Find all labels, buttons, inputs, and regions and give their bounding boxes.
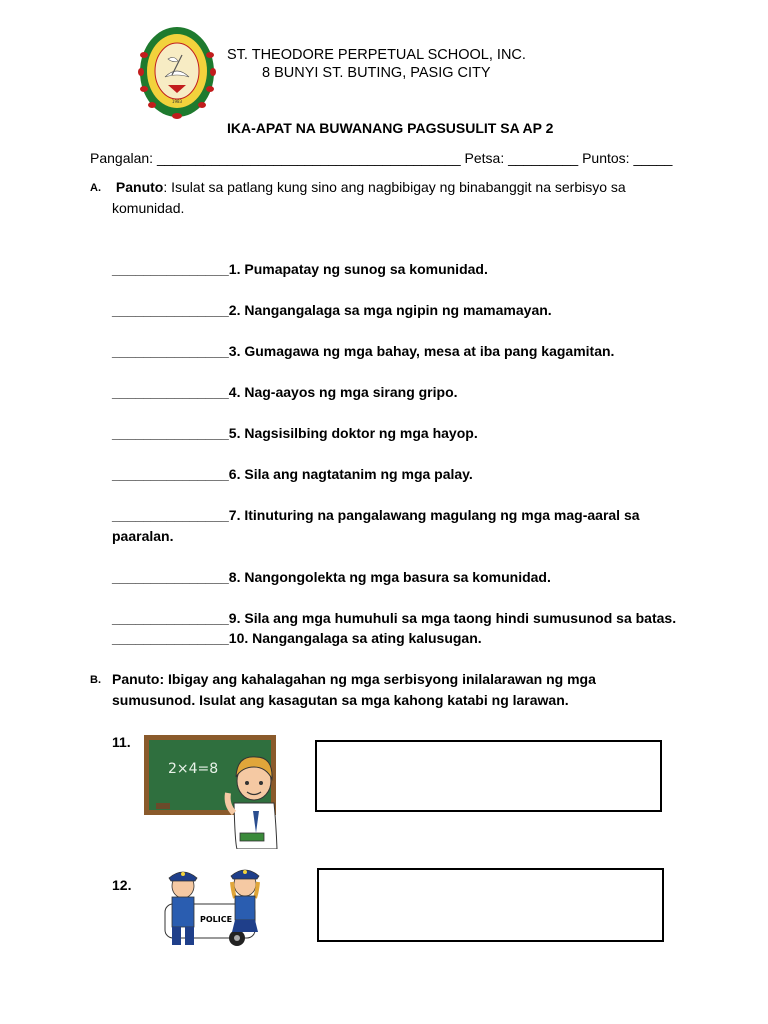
answer-box-12[interactable] <box>317 868 664 942</box>
section-b-directions-line1: Panuto: Ibigay ang kahalagahan ng mga serbisyong inilalarawan ng mga <box>112 671 596 687</box>
exam-title: IKA-APAT NA BUWANANG PAGSUSULIT SA AP 2 <box>227 120 554 136</box>
teacher-illustration <box>142 733 282 849</box>
question-text: 1. Pumapatay ng sunog sa komunidad. <box>228 261 488 277</box>
question-text: 2. Nangangalaga sa mga ngipin ng mamamayan. <box>228 302 552 318</box>
name-label: Pangalan: <box>90 150 154 166</box>
question-text: 8. Nangongolekta ng mga basura sa komunidad. <box>228 569 551 585</box>
section-a-letter: A. <box>90 182 101 194</box>
question-1 <box>112 261 488 277</box>
question-text: 3. Gumagawa ng mga bahay, mesa at iba pang kagamitan. <box>228 343 615 359</box>
question-3 <box>112 343 614 359</box>
date-blank[interactable]: _________ <box>508 150 579 166</box>
answer-blank[interactable]: _______________ <box>112 630 229 646</box>
question-text: 5. Nagsisilbing doktor ng mga hayop. <box>228 425 478 441</box>
question-10 <box>112 630 482 646</box>
answer-blank[interactable]: _______________ <box>112 507 229 523</box>
school-seal-logo <box>138 25 216 119</box>
answer-blank[interactable]: _______________ <box>112 302 229 318</box>
item-11-number: 11. <box>112 734 131 750</box>
answer-blank[interactable]: _______________ <box>112 261 229 277</box>
seal-year: 1983 <box>171 99 183 104</box>
question-7-cont: paaralan. <box>112 528 174 544</box>
section-b-letter: B. <box>90 674 101 686</box>
answer-blank[interactable]: _______________ <box>112 343 229 359</box>
question-text: 6. Sila ang nagtatanim ng mga palay. <box>228 466 473 482</box>
question-5 <box>112 425 478 441</box>
answer-blank[interactable]: _______________ <box>112 384 229 400</box>
question-4 <box>112 384 458 400</box>
school-name: ST. THEODORE PERPETUAL SCHOOL, INC. <box>227 47 526 63</box>
direction-text: : Isulat sa patlang kung sino ang nagbibigay ng binabanggit na serbisyo sa <box>163 179 626 195</box>
section-a-directions <box>112 177 712 219</box>
question-6 <box>112 466 473 482</box>
score-blank[interactable]: _____ <box>633 150 673 166</box>
question-7 <box>112 507 640 523</box>
question-8 <box>112 569 551 585</box>
answer-blank[interactable]: _______________ <box>112 425 229 441</box>
section-b-directions-line2: sumusunod. Isulat ang kasagutan sa mga kahong katabi ng larawan. <box>112 692 569 708</box>
answer-box-11[interactable] <box>315 740 662 812</box>
police-car-text: POLICE <box>200 915 233 924</box>
name-blank[interactable]: _______________________________________ <box>156 150 461 166</box>
score-label: Puntos: <box>582 150 630 166</box>
student-info-line <box>90 150 672 166</box>
question-2 <box>112 302 552 318</box>
question-9 <box>112 610 676 626</box>
direction-label: Panuto <box>115 179 164 195</box>
answer-blank[interactable]: _______________ <box>112 569 229 585</box>
date-label: Petsa: <box>464 150 505 166</box>
question-text: 10. Nangangalaga sa ating kalusugan. <box>228 630 482 646</box>
school-address: 8 BUNYI ST. BUTING, PASIG CITY <box>262 65 491 81</box>
direction-text-cont: komunidad. <box>112 200 185 216</box>
question-text: 9. Sila ang mga humuhuli sa mga taong hindi sumusunod sa batas. <box>228 610 677 626</box>
question-text: 4. Nag-aayos ng mga sirang gripo. <box>228 384 458 400</box>
question-text: 7. Itinuturing na pangalawang magulang ng mga mag-aaral sa <box>228 507 640 523</box>
answer-blank[interactable]: _______________ <box>112 610 229 626</box>
chalkboard-text: 2×4=8 <box>168 761 219 777</box>
item-12-number: 12. <box>112 877 132 893</box>
police-illustration <box>155 864 270 954</box>
answer-blank[interactable]: _______________ <box>112 466 229 482</box>
